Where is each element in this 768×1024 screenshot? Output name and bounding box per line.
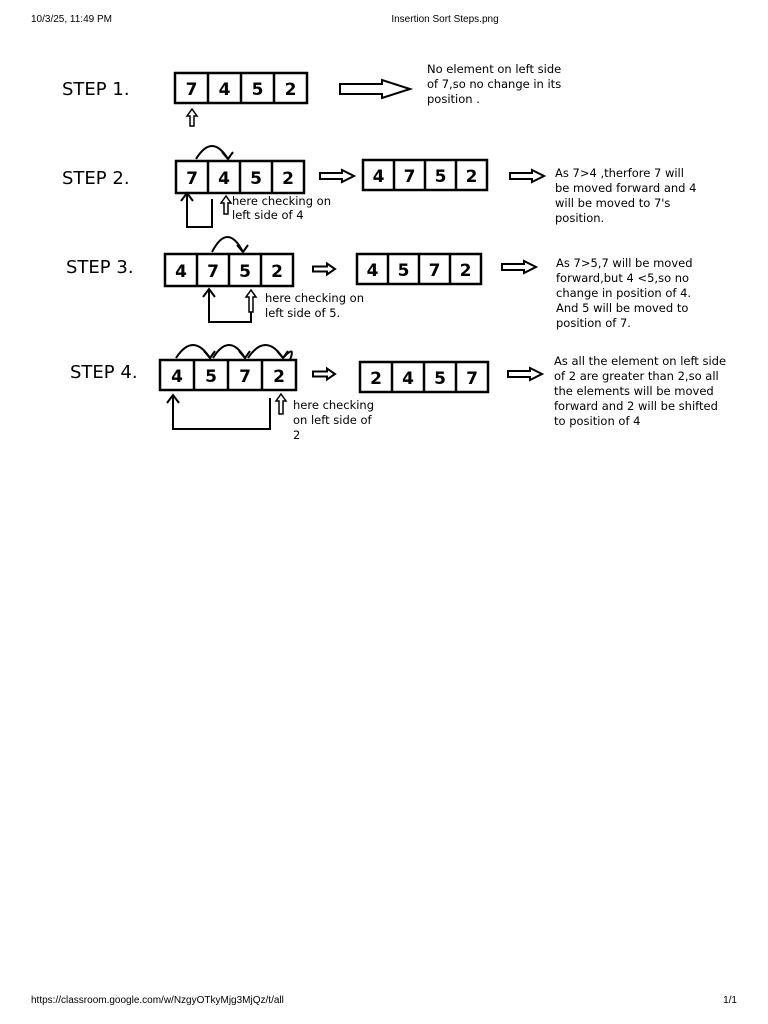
step-1-explanation-line: No element on left side xyxy=(427,62,562,76)
step-3-array-before xyxy=(165,254,293,286)
step-4-array-after-cell: 4 xyxy=(402,369,414,389)
step-2-array-before-cell: 2 xyxy=(282,169,294,189)
step-4-checking-note-line: on left side of xyxy=(293,413,372,427)
step-3-array-before-cell: 7 xyxy=(207,262,219,282)
step-4-checking-note-line: 2 xyxy=(293,428,301,442)
step-2-explanation-line: will be moved to 7's xyxy=(555,196,671,210)
step-4-explanation-line: of 2 are greater than 2,so all xyxy=(554,369,719,383)
step-3-pointer-arrow xyxy=(246,290,256,312)
step-4-pointer-arrow xyxy=(276,394,286,414)
step-4-array-before-cell: 5 xyxy=(205,367,217,387)
step-4-return-hook xyxy=(283,351,292,360)
step-4-array-before-cell: 7 xyxy=(239,367,251,387)
print-footer xyxy=(0,995,768,1011)
step-3-array-before-cell: 4 xyxy=(175,262,187,282)
step-1-array-cell: 5 xyxy=(251,80,264,100)
step-3-array-after xyxy=(357,254,481,284)
step-2-array-before xyxy=(176,161,304,193)
step-3-explanation-line: As 7>5,7 will be moved xyxy=(556,256,693,270)
step-3-array-before-cell: 5 xyxy=(239,262,251,282)
step-1-array-cell: 7 xyxy=(185,80,198,100)
step-2-result-arrow xyxy=(320,170,354,182)
step-2-array-after-cell: 5 xyxy=(434,167,447,187)
print-title: Insertion Sort Steps.png xyxy=(391,14,499,25)
step-2-explanation-line: As 7>4 ,therfore 7 will xyxy=(555,166,684,180)
step-2-array-before-cell: 7 xyxy=(186,169,198,189)
step-1-explanation-line: position . xyxy=(427,92,480,106)
step-2-pointer-arrow xyxy=(221,196,231,214)
step-4-array-before-cell: 4 xyxy=(171,367,183,387)
step-3-explanation-line: forward,but 4 <5,so no xyxy=(556,271,690,285)
step-3-array-after-cell: 4 xyxy=(366,261,379,281)
step-1-explanation-line: of 7,so no change in its xyxy=(427,77,562,91)
step-2-explanation-line: be moved forward and 4 xyxy=(555,181,697,195)
step-2-explain-arrow xyxy=(510,170,544,182)
step-1-label: STEP 1. xyxy=(62,79,130,100)
step-2-array-before-cell: 4 xyxy=(218,169,230,189)
step-1-array-cell: 4 xyxy=(218,80,231,100)
step-3-swap-arc xyxy=(212,237,243,252)
step-3-explanation-line: position of 7. xyxy=(556,316,631,330)
step-4-array-after-cell: 5 xyxy=(434,369,446,389)
step-4-compare-bracket xyxy=(173,396,270,429)
step-2-array-after-cell: 7 xyxy=(403,167,416,187)
step-2-checking-note-line: left side of 4 xyxy=(232,208,304,222)
step-3-explanation-line: And 5 will be moved to xyxy=(556,301,689,315)
step-3-label: STEP 3. xyxy=(66,257,134,278)
step-2-array-after xyxy=(363,160,487,190)
step-2-checking-note-line: here checking on xyxy=(232,194,332,208)
step-3-explanation-line: change in position of 4. xyxy=(556,286,692,300)
step-3-result-arrow xyxy=(313,264,335,275)
step-4-explanation-line: As all the element on left side xyxy=(554,354,727,368)
step-4-explain-arrow xyxy=(508,368,542,380)
step-4-explanation-line: forward and 2 will be shifted xyxy=(554,399,718,413)
step-1-array xyxy=(175,73,307,103)
step-4-label: STEP 4. xyxy=(70,362,138,383)
step-4-array-before xyxy=(160,360,296,390)
step-2-array-after-cell: 4 xyxy=(372,167,385,187)
step-3-checking-note-line: here checking on xyxy=(265,291,365,305)
step-3-explain-arrow xyxy=(502,261,536,273)
step-4-result-arrow xyxy=(313,369,335,380)
step-1-result-arrow xyxy=(340,80,410,98)
step-2-array-before-cell: 5 xyxy=(250,169,262,189)
step-3-array-before-cell: 2 xyxy=(271,262,283,282)
step-4-explanation-line: to position of 4 xyxy=(554,414,641,428)
step-1-pointer-arrow xyxy=(187,109,197,126)
step-4-array-after xyxy=(360,362,488,392)
step-3-array-after-cell: 7 xyxy=(428,261,441,281)
print-url: https://classroom.google.com/w/NzgyOTkyMjg3MjQz/t/all xyxy=(31,995,284,1006)
step-3-checking-note-line: left side of 5. xyxy=(265,306,341,320)
step-3-array-after-cell: 2 xyxy=(459,261,472,281)
step-4-explanation-line: the elements will be moved xyxy=(554,384,714,398)
step-2-explanation-line: position. xyxy=(555,211,605,225)
step-3-compare-bracket xyxy=(209,290,251,322)
step-4-array-after-cell: 2 xyxy=(370,369,382,389)
print-page-number: 1/1 xyxy=(723,995,737,1006)
step-2-swap-arc-head xyxy=(222,152,233,159)
step-2-label: STEP 2. xyxy=(62,168,130,189)
step-4-array-before-cell: 2 xyxy=(273,367,285,387)
step-1-array-cell: 2 xyxy=(284,80,297,100)
step-3-swap-arc-head xyxy=(237,245,248,252)
step-4-array-after-cell: 7 xyxy=(466,369,478,389)
step-2-array-after-cell: 2 xyxy=(465,167,478,187)
print-datetime: 10/3/25, 11:49 PM xyxy=(31,14,112,25)
step-4-checking-note-line: here checking xyxy=(293,398,375,412)
step-3-array-after-cell: 5 xyxy=(397,261,410,281)
